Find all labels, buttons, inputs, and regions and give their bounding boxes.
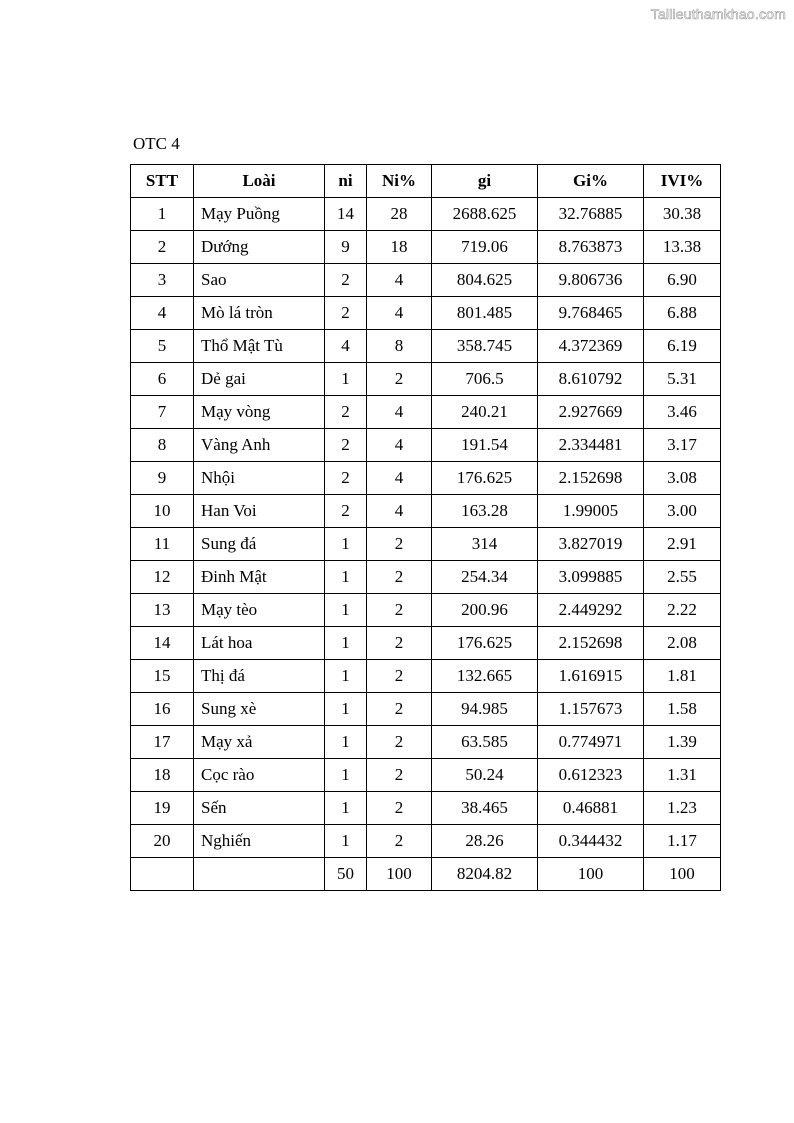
cell-stt: 3	[131, 264, 194, 297]
cell-ni: 2	[325, 429, 367, 462]
cell-stt: 20	[131, 825, 194, 858]
cell-gi-percent: 9.768465	[538, 297, 644, 330]
cell-ni: 4	[325, 330, 367, 363]
cell-ivi-percent: 1.23	[644, 792, 721, 825]
table-row	[131, 561, 721, 594]
cell-loai: Nghiến	[194, 825, 325, 858]
cell-loai: Sung đá	[194, 528, 325, 561]
table-row	[131, 759, 721, 792]
cell-gi: 8204.82	[432, 858, 538, 891]
cell-gi-percent: 1.616915	[538, 660, 644, 693]
header-ni: ni	[325, 165, 367, 198]
cell-gi-percent: 0.612323	[538, 759, 644, 792]
cell-loai: Dẻ gai	[194, 363, 325, 396]
cell-ni: 2	[325, 462, 367, 495]
cell-stt: 10	[131, 495, 194, 528]
cell-gi: 38.465	[432, 792, 538, 825]
cell-ivi-percent: 1.31	[644, 759, 721, 792]
cell-loai: Thổ Mật Tù	[194, 330, 325, 363]
cell-loai: Lát hoa	[194, 627, 325, 660]
cell-gi: 28.26	[432, 825, 538, 858]
cell-gi-percent: 4.372369	[538, 330, 644, 363]
cell-gi: 176.625	[432, 462, 538, 495]
cell-stt: 9	[131, 462, 194, 495]
cell-gi: 163.28	[432, 495, 538, 528]
cell-gi: 176.625	[432, 627, 538, 660]
cell-ivi-percent: 6.88	[644, 297, 721, 330]
cell-gi: 2688.625	[432, 198, 538, 231]
cell-ni-percent: 2	[367, 660, 432, 693]
cell-ivi-percent: 2.22	[644, 594, 721, 627]
cell-ni-percent: 4	[367, 462, 432, 495]
cell-ni-percent: 18	[367, 231, 432, 264]
watermark-text: Tailieuthamkhao.com	[650, 6, 786, 22]
cell-gi-percent: 2.334481	[538, 429, 644, 462]
cell-ni-percent: 2	[367, 594, 432, 627]
cell-ni: 1	[325, 825, 367, 858]
cell-ivi-percent: 3.08	[644, 462, 721, 495]
table-row	[131, 462, 721, 495]
cell-ni: 2	[325, 495, 367, 528]
cell-ni-percent: 8	[367, 330, 432, 363]
cell-loai: Cọc rào	[194, 759, 325, 792]
header-ni-percent: Ni%	[367, 165, 432, 198]
cell-ni-percent: 2	[367, 627, 432, 660]
cell-ni: 2	[325, 264, 367, 297]
cell-gi-percent: 3.099885	[538, 561, 644, 594]
cell-ivi-percent: 100	[644, 858, 721, 891]
table-row	[131, 198, 721, 231]
cell-loai: Mạy xả	[194, 726, 325, 759]
cell-ivi-percent: 13.38	[644, 231, 721, 264]
cell-gi-percent: 2.927669	[538, 396, 644, 429]
cell-gi: 719.06	[432, 231, 538, 264]
cell-stt: 18	[131, 759, 194, 792]
cell-loai: Mạy Puồng	[194, 198, 325, 231]
table-row	[131, 396, 721, 429]
cell-ivi-percent: 6.19	[644, 330, 721, 363]
cell-ni: 1	[325, 759, 367, 792]
cell-ni: 1	[325, 792, 367, 825]
cell-gi-percent: 8.763873	[538, 231, 644, 264]
cell-gi: 132.665	[432, 660, 538, 693]
cell-gi: 254.34	[432, 561, 538, 594]
cell-ni-percent: 4	[367, 264, 432, 297]
cell-ivi-percent: 5.31	[644, 363, 721, 396]
cell-ni: 9	[325, 231, 367, 264]
header-ivi-percent: IVI%	[644, 165, 721, 198]
table-row	[131, 330, 721, 363]
cell-gi-percent: 1.99005	[538, 495, 644, 528]
cell-ivi-percent: 1.81	[644, 660, 721, 693]
cell-gi-percent: 2.152698	[538, 627, 644, 660]
table-body	[131, 198, 721, 891]
cell-stt: 13	[131, 594, 194, 627]
cell-gi-percent: 0.46881	[538, 792, 644, 825]
cell-gi-percent: 0.344432	[538, 825, 644, 858]
cell-gi: 50.24	[432, 759, 538, 792]
cell-ivi-percent: 3.17	[644, 429, 721, 462]
table-row	[131, 726, 721, 759]
cell-ni: 14	[325, 198, 367, 231]
cell-loai: Nhội	[194, 462, 325, 495]
cell-loai: Mạy vòng	[194, 396, 325, 429]
cell-stt: 19	[131, 792, 194, 825]
cell-loai: Han Voi	[194, 495, 325, 528]
cell-gi-percent: 8.610792	[538, 363, 644, 396]
cell-ivi-percent: 3.46	[644, 396, 721, 429]
table-caption: OTC 4	[133, 134, 180, 153]
header-stt: STT	[131, 165, 194, 198]
cell-ni-percent: 4	[367, 495, 432, 528]
cell-stt	[131, 858, 194, 891]
cell-ni: 2	[325, 297, 367, 330]
cell-loai: Sao	[194, 264, 325, 297]
cell-ni: 1	[325, 693, 367, 726]
table-row	[131, 363, 721, 396]
cell-ni-percent: 2	[367, 528, 432, 561]
cell-ni-percent: 4	[367, 429, 432, 462]
table-row	[131, 594, 721, 627]
cell-ivi-percent: 2.91	[644, 528, 721, 561]
cell-stt: 1	[131, 198, 194, 231]
cell-stt: 15	[131, 660, 194, 693]
total-row	[131, 858, 721, 891]
cell-ni: 2	[325, 396, 367, 429]
cell-ni-percent: 28	[367, 198, 432, 231]
table-row	[131, 627, 721, 660]
table-row	[131, 693, 721, 726]
cell-ni-percent: 2	[367, 561, 432, 594]
table-row	[131, 792, 721, 825]
cell-gi: 240.21	[432, 396, 538, 429]
table-row	[131, 495, 721, 528]
cell-gi: 191.54	[432, 429, 538, 462]
cell-stt: 8	[131, 429, 194, 462]
cell-stt: 12	[131, 561, 194, 594]
cell-loai: Thị đá	[194, 660, 325, 693]
table-row	[131, 264, 721, 297]
table-row	[131, 528, 721, 561]
cell-loai: Mò lá tròn	[194, 297, 325, 330]
cell-gi: 804.625	[432, 264, 538, 297]
table-row	[131, 297, 721, 330]
table-row	[131, 231, 721, 264]
cell-loai: Sung xè	[194, 693, 325, 726]
cell-ni: 1	[325, 726, 367, 759]
cell-ni: 1	[325, 627, 367, 660]
cell-gi-percent: 2.152698	[538, 462, 644, 495]
cell-ni-percent: 2	[367, 363, 432, 396]
cell-gi: 801.485	[432, 297, 538, 330]
cell-stt: 14	[131, 627, 194, 660]
cell-gi: 94.985	[432, 693, 538, 726]
cell-ni: 1	[325, 363, 367, 396]
cell-ni-percent: 100	[367, 858, 432, 891]
header-gi: gi	[432, 165, 538, 198]
table-header	[131, 165, 721, 198]
cell-gi: 200.96	[432, 594, 538, 627]
cell-gi-percent: 0.774971	[538, 726, 644, 759]
cell-gi: 314	[432, 528, 538, 561]
cell-stt: 7	[131, 396, 194, 429]
cell-ivi-percent: 1.39	[644, 726, 721, 759]
cell-loai: Mạy tèo	[194, 594, 325, 627]
table-row	[131, 660, 721, 693]
cell-stt: 17	[131, 726, 194, 759]
cell-gi: 706.5	[432, 363, 538, 396]
cell-stt: 2	[131, 231, 194, 264]
cell-ni-percent: 2	[367, 693, 432, 726]
cell-ni: 50	[325, 858, 367, 891]
cell-stt: 4	[131, 297, 194, 330]
cell-gi-percent: 32.76885	[538, 198, 644, 231]
cell-stt: 16	[131, 693, 194, 726]
cell-ivi-percent: 30.38	[644, 198, 721, 231]
header-gi-percent: Gi%	[538, 165, 644, 198]
cell-gi-percent: 1.157673	[538, 693, 644, 726]
cell-gi-percent: 2.449292	[538, 594, 644, 627]
cell-ni: 1	[325, 660, 367, 693]
cell-ni-percent: 2	[367, 792, 432, 825]
cell-ni: 1	[325, 528, 367, 561]
cell-loai: Vàng Anh	[194, 429, 325, 462]
header-row	[131, 165, 721, 198]
cell-ni: 1	[325, 594, 367, 627]
cell-gi: 63.585	[432, 726, 538, 759]
table-row	[131, 429, 721, 462]
cell-ni-percent: 2	[367, 825, 432, 858]
cell-gi-percent: 3.827019	[538, 528, 644, 561]
cell-stt: 6	[131, 363, 194, 396]
cell-stt: 11	[131, 528, 194, 561]
cell-ivi-percent: 2.55	[644, 561, 721, 594]
cell-ivi-percent: 3.00	[644, 495, 721, 528]
cell-loai: Đinh Mật	[194, 561, 325, 594]
cell-gi-percent: 100	[538, 858, 644, 891]
cell-ni-percent: 2	[367, 726, 432, 759]
cell-ni-percent: 4	[367, 297, 432, 330]
cell-stt: 5	[131, 330, 194, 363]
cell-ivi-percent: 2.08	[644, 627, 721, 660]
table-row	[131, 825, 721, 858]
species-table	[130, 164, 721, 891]
cell-gi: 358.745	[432, 330, 538, 363]
cell-ni-percent: 2	[367, 759, 432, 792]
cell-loai: Sến	[194, 792, 325, 825]
cell-loai: Dướng	[194, 231, 325, 264]
cell-ivi-percent: 1.17	[644, 825, 721, 858]
cell-ivi-percent: 6.90	[644, 264, 721, 297]
cell-gi-percent: 9.806736	[538, 264, 644, 297]
cell-ni-percent: 4	[367, 396, 432, 429]
header-loai: Loài	[194, 165, 325, 198]
cell-ivi-percent: 1.58	[644, 693, 721, 726]
cell-loai	[194, 858, 325, 891]
cell-ni: 1	[325, 561, 367, 594]
